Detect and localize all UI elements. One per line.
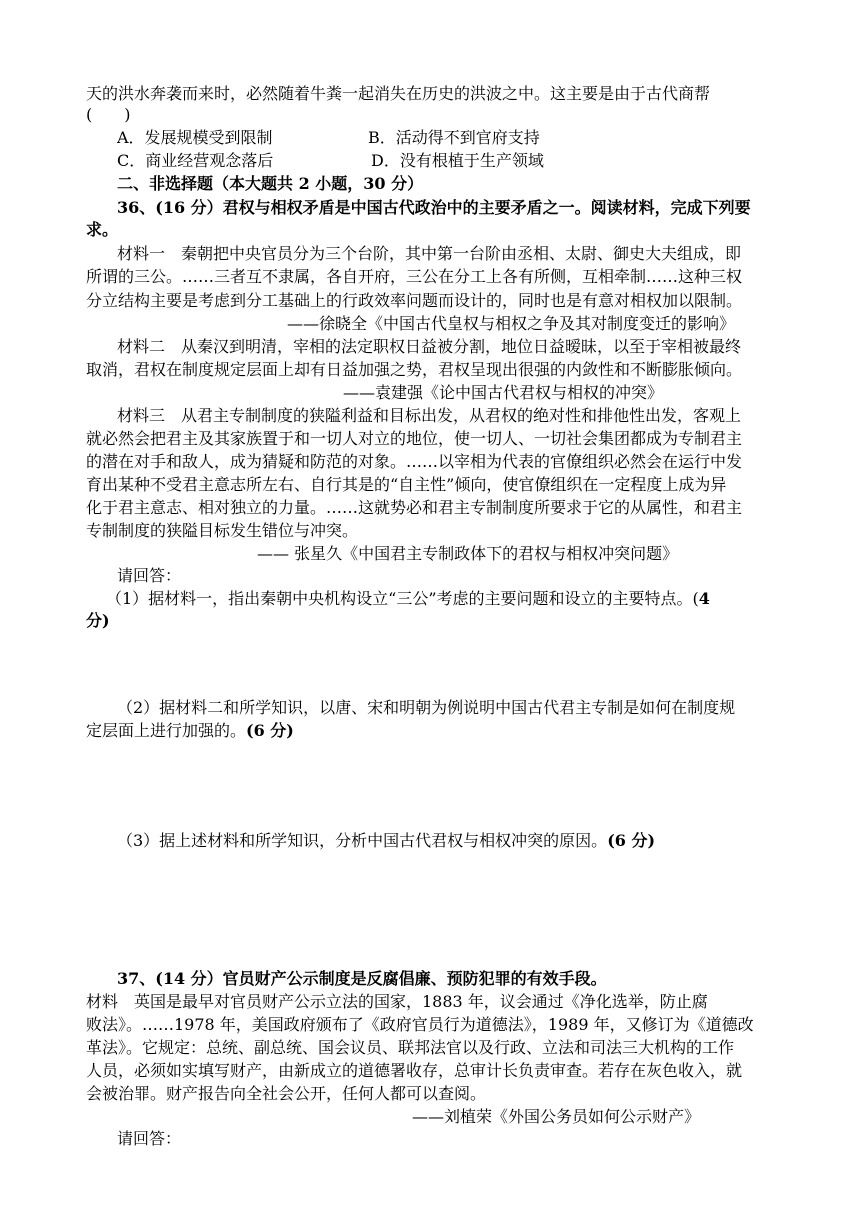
q36-sub-question-2-line-1: （2）据材料二和所学知识，以唐、宋和明朝为例说明中国古代君主专制是如何在制度规 [117, 698, 736, 717]
q36-material-1-line-3: 分立结构主要是考虑到分工基础上的行政效率问题而设计的，同时也是有意对相权加以限制。 [86, 291, 743, 310]
q37-material-line-4: 人员，必须如实填写财产，由新成立的道德署收存，总审计长负责审查。若存在灰色收入，就 [86, 1061, 743, 1080]
q37-material-line-1: 材料 英国是最早对官员财产公示立法的国家，1883 年，议会通过《净化选举，防止腐 [86, 992, 708, 1011]
q36-material-3-line-4: 育出某种不受君主意志所左右、自行其是的“自主性”倾向，使官僚组织在一定程度上成为异 [86, 475, 727, 494]
q35-option-c: C．商业经营观念落后 [117, 151, 274, 170]
q37-material-line-5: 会被治罪。财产报告向全社会公开，任何人都可以查阅。 [86, 1084, 487, 1103]
q37-material-source: ——刘植荣《外国公务员如何公示财产》 [412, 1107, 701, 1126]
section-2-heading: 二、非选择题（本大题共 2 小题，30 分） [117, 174, 424, 193]
q35-option-a: A．发展规模受到限制 [117, 128, 273, 147]
q35-option-b: B．活动得不到官府支持 [368, 128, 540, 147]
q36-material-3-line-1: 材料三 从君主专制制度的狭隘利益和目标出发，从君权的绝对性和排他性出发，客观上 [117, 406, 742, 425]
q36-title-line-1: 36、(16 分）君权与相权矛盾是中国古代政治中的主要矛盾之一。阅读材料，完成下列要 [117, 198, 751, 217]
q36-sub-question-1-text: （1）据材料一，指出秦朝中央机构设立“三公”考虑的主要问题和设立的主要特点。( [106, 589, 699, 608]
q36-material-1-source: ——徐晓全《中国古代皇权与相权之争及其对制度变迁的影响》 [287, 314, 736, 333]
q36-sub-question-2-text: 定层面上进行加强的。 [86, 721, 247, 740]
q36-material-1-line-2: 所谓的三公。……三者互不隶属，各自开府，三公在分工上各有所侧，互相牵制……这种三权 [86, 267, 743, 286]
q36-sub-question-2-line-2 [86, 720, 294, 742]
q35-answer-paren: ( ) [86, 105, 131, 124]
q36-title-line-2: 求。 [86, 220, 119, 239]
q36-material-3-line-3: 的潜在对手和敌人，成为猜疑和防范的对象。……以宰相为代表的官僚组织必然会在运行中发 [86, 452, 743, 471]
q36-sub-question-3 [117, 830, 655, 852]
q35-stem-tail: 天的洪水奔袭而来时，必然随着牛粪一起消失在历史的洪波之中。这主要是由于古代商帮 [86, 84, 711, 103]
q36-sub-question-1-score: 4 [698, 589, 710, 608]
q36-material-1-line-1: 材料一 秦朝把中央官员分为三个台阶，其中第一台阶由丞相、太尉、御史大夫组成，即 [117, 244, 742, 263]
q37-material-line-3: 革法》。它规定：总统、副总统、国会议员、联邦法官以及行政、立法和司法三大机构的工作 [86, 1038, 735, 1057]
q36-material-3-line-6: 专制制度的狭隘目标发生错位与冲突。 [86, 521, 359, 540]
q36-sub-question-1-line-2: 分) [86, 611, 110, 630]
q36-material-3-source: —— 张星久《中国君主专制政体下的君权与相权冲突问题》 [257, 544, 679, 563]
q36-material-2-line-1: 材料二 从秦汉到明清，宰相的法定职权日益被分割，地位日益暧昧，以至于宰相被最终 [117, 337, 742, 356]
q36-material-3-line-5: 化于君主意志、相对独立的力量。……这就势必和君主专制制度所要求于它的从属性，和君主 [86, 498, 743, 517]
q36-sub-question-3-score: (6 分) [607, 831, 656, 850]
q36-sub-question-3-text: （3）据上述材料和所学知识，分析中国古代君权与相权冲突的原因。 [117, 831, 608, 850]
q35-options-row-2 [117, 150, 544, 172]
q37-title: 37、(14 分）官员财产公示制度是反腐倡廉、预防犯罪的有效手段。 [117, 969, 607, 988]
q36-material-3-line-2: 就必然会把君主及其家族置于和一切人对立的地位，使一切人、一切社会集团都成为专制君主 [86, 429, 743, 448]
q36-sub-question-2-score: (6 分) [246, 721, 294, 740]
q36-material-2-line-2: 取消，君权在制度规定层面上却有日益加强之势，君权呈现出很强的内敛性和不断膨胀倾向。 [86, 360, 743, 379]
q37-material-line-2: 败法》。……1978 年，美国政府颁布了《政府官员行为道德法》，1989 年，又修订为《道德改 [86, 1015, 754, 1034]
q35-option-d: D．没有根植于生产领域 [371, 151, 544, 170]
q36-answer-prompt: 请回答： [117, 566, 182, 585]
q35-options-row-1 [117, 127, 540, 149]
q36-material-2-source: ——袁建强《论中国古代君权与相权的冲突》 [343, 383, 664, 402]
q37-answer-prompt: 请回答： [117, 1129, 182, 1148]
q36-sub-question-1-line-1 [106, 588, 710, 610]
